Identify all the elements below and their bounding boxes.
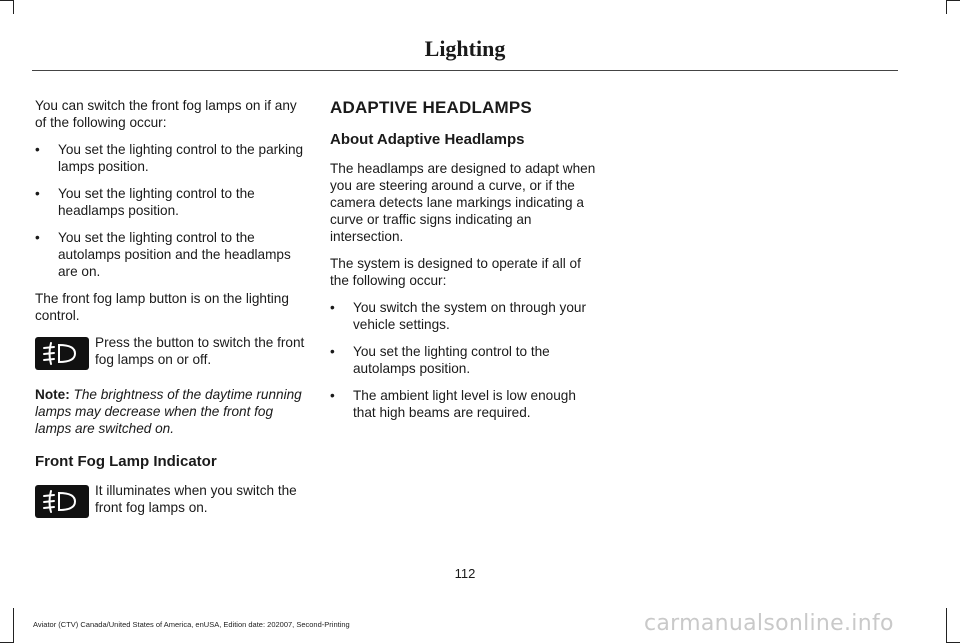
adaptive-conditions-list	[330, 299, 602, 421]
crop-mark	[946, 0, 960, 1]
watermark: carmanualsonline.info	[644, 611, 894, 636]
left-column	[35, 97, 307, 534]
crop-mark	[0, 0, 14, 1]
front-fog-lamp-icon	[35, 485, 89, 518]
note-text: The brightness of the daytime running lamps may decrease when the front fog lamps are switched on.	[35, 387, 302, 436]
fog-lamp-indicator-row	[35, 482, 307, 522]
crop-mark	[13, 608, 14, 643]
right-column	[330, 97, 602, 431]
front-fog-lamp-icon	[35, 337, 89, 370]
list-item: • The ambient light level is low enough that high beams are required.	[330, 387, 602, 421]
indicator-heading: Front Fog Lamp Indicator	[35, 453, 217, 470]
page-title: Lighting	[424, 36, 506, 61]
adaptive-intro-paragraph: The headlamps are designed to adapt when you are steering around a curve, or if the camera detects lane markings indicating a curve or traffic signs indicating an intersection.	[330, 161, 596, 244]
list-item: • You set the lighting control to the headlamps position.	[35, 185, 307, 219]
list-item: • You set the lighting control to the autolamps position and the headlamps are on.	[35, 229, 307, 280]
button-location-paragraph: The front fog lamp button is on the lighting control.	[35, 291, 289, 323]
intro-paragraph: You can switch the front fog lamps on if any of the following occur:	[35, 98, 297, 130]
section-heading: ADAPTIVE HEADLAMPS	[330, 98, 532, 117]
fog-lamp-conditions-list	[35, 141, 307, 280]
crop-mark	[946, 608, 947, 643]
list-item: • You set the lighting control to the parking lamps position.	[35, 141, 307, 175]
indicator-description: It illuminates when you switch the front fog lamps on.	[95, 483, 297, 515]
note-paragraph	[35, 386, 307, 437]
list-item: • You set the lighting control to the autolamps position.	[330, 343, 602, 377]
operation-conditions-paragraph: The system is designed to operate if all of the following occur:	[330, 256, 581, 288]
edition-footer: Aviator (CTV) Canada/United States of America, enUSA, Edition date: 202007, Second-Printing	[33, 620, 350, 629]
sub-heading: About Adaptive Headlamps	[330, 131, 525, 148]
header-divider	[32, 70, 898, 71]
crop-mark	[13, 0, 14, 14]
crop-mark	[946, 0, 947, 14]
list-item: • You switch the system on through your vehicle settings.	[330, 299, 602, 333]
button-instruction: Press the button to switch the front fog lamps on or off.	[95, 335, 305, 367]
page-number: 112	[454, 566, 476, 581]
fog-lamp-button-row	[35, 334, 307, 374]
note-label: Note:	[35, 387, 70, 402]
